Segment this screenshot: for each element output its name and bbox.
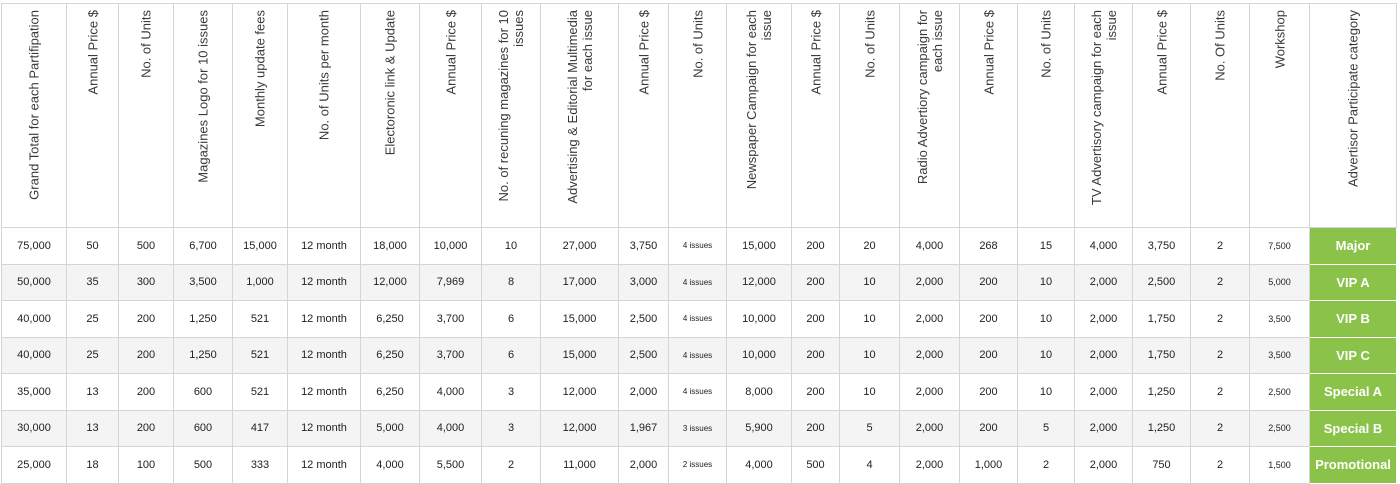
table-body	[2, 228, 1397, 484]
column-header-label: Annual Price $	[443, 10, 458, 95]
table-cell: 20	[840, 228, 900, 265]
table-cell: 200	[960, 264, 1018, 301]
table-cell: 2,500	[619, 337, 669, 374]
column-header	[1191, 4, 1250, 228]
table-row	[2, 264, 1397, 301]
category-badge: Special B	[1310, 410, 1397, 447]
table-cell: 2,500	[619, 301, 669, 338]
header-row	[2, 4, 1397, 228]
table-cell: 18	[67, 447, 119, 484]
column-header	[1133, 4, 1191, 228]
column-header	[619, 4, 669, 228]
table-cell: 3,500	[1250, 337, 1310, 374]
table-cell: 40,000	[2, 301, 67, 338]
table-cell: 200	[119, 301, 174, 338]
column-header	[840, 4, 900, 228]
table-cell: 521	[233, 337, 288, 374]
column-header-label: No. of Units	[1038, 10, 1054, 78]
table-cell: 200	[960, 301, 1018, 338]
category-badge: Major	[1310, 228, 1397, 265]
table-cell: 5,000	[361, 410, 420, 447]
category-badge: VIP A	[1310, 264, 1397, 301]
table-cell: 2,000	[900, 337, 960, 374]
table-cell: 200	[792, 410, 840, 447]
column-header-label: Electoronic link & Update	[382, 10, 398, 156]
table-cell: 500	[792, 447, 840, 484]
table-cell: 50	[67, 228, 119, 265]
table-cell: 4 issues	[669, 264, 727, 301]
table-cell: 10	[840, 301, 900, 338]
table-cell: 5,500	[420, 447, 482, 484]
table-cell: 12 month	[288, 337, 361, 374]
table-cell: 1,250	[1133, 410, 1191, 447]
pricing-table-container	[1, 3, 1397, 484]
column-header	[900, 4, 960, 228]
column-header	[67, 4, 119, 228]
table-cell: 2,500	[1250, 410, 1310, 447]
table-cell: 12 month	[288, 374, 361, 411]
column-header-label: Advertising & Editorial Multimedia for each issue	[564, 10, 595, 204]
column-header-label: Annual Price $	[981, 10, 996, 95]
pricing-table	[1, 3, 1397, 484]
table-cell: 2,000	[900, 264, 960, 301]
table-cell: 11,000	[541, 447, 619, 484]
table-cell: 4 issues	[669, 228, 727, 265]
table-cell: 2,000	[619, 447, 669, 484]
table-cell: 100	[119, 447, 174, 484]
table-cell: 27,000	[541, 228, 619, 265]
table-cell: 200	[792, 264, 840, 301]
column-header-label: Workshop	[1272, 10, 1287, 69]
table-cell: 333	[233, 447, 288, 484]
column-header	[1250, 4, 1310, 228]
table-cell: 7,969	[420, 264, 482, 301]
table-cell: 750	[1133, 447, 1191, 484]
table-cell: 1,000	[960, 447, 1018, 484]
table-cell: 1,250	[1133, 374, 1191, 411]
column-header-label: No. of Units per month	[316, 10, 332, 141]
table-cell: 6,700	[174, 228, 233, 265]
column-header	[1310, 4, 1397, 228]
table-cell: 200	[792, 374, 840, 411]
table-cell: 2	[1191, 228, 1250, 265]
table-cell: 10	[840, 374, 900, 411]
table-cell: 200	[792, 228, 840, 265]
table-cell: 12 month	[288, 447, 361, 484]
table-cell: 1,500	[1250, 447, 1310, 484]
table-row	[2, 337, 1397, 374]
table-cell: 2,000	[1075, 264, 1133, 301]
table-cell: 12,000	[361, 264, 420, 301]
table-cell: 2,000	[1075, 447, 1133, 484]
column-header-label: No. Of Units	[1212, 10, 1228, 81]
table-cell: 7,500	[1250, 228, 1310, 265]
table-cell: 6,250	[361, 374, 420, 411]
table-cell: 2,000	[1075, 337, 1133, 374]
column-header-label: Newspaper Campaign for each issue	[744, 10, 774, 190]
column-header-label: No. of Units	[690, 10, 705, 78]
table-cell: 2 issues	[669, 447, 727, 484]
table-cell: 10	[482, 228, 541, 265]
table-cell: 4 issues	[669, 301, 727, 338]
table-cell: 4	[840, 447, 900, 484]
table-cell: 5,900	[727, 410, 792, 447]
table-cell: 300	[119, 264, 174, 301]
table-cell: 268	[960, 228, 1018, 265]
column-header	[541, 4, 619, 228]
table-cell: 30,000	[2, 410, 67, 447]
column-header	[2, 4, 67, 228]
table-cell: 6,250	[361, 301, 420, 338]
table-cell: 15,000	[233, 228, 288, 265]
table-cell: 4,000	[727, 447, 792, 484]
table-cell: 200	[119, 337, 174, 374]
table-cell: 2	[1018, 447, 1075, 484]
table-cell: 13	[67, 410, 119, 447]
category-badge: Promotional	[1310, 447, 1397, 484]
table-cell: 200	[960, 410, 1018, 447]
table-cell: 12 month	[288, 301, 361, 338]
column-header-label: Monthly update fees	[252, 10, 268, 128]
table-cell: 10	[1018, 374, 1075, 411]
column-header	[482, 4, 541, 228]
table-cell: 4 issues	[669, 337, 727, 374]
table-cell: 4,000	[1075, 228, 1133, 265]
column-header	[420, 4, 482, 228]
table-cell: 12,000	[727, 264, 792, 301]
column-header-label: No. of recuning magazines for 10 issues	[496, 10, 526, 202]
table-cell: 5,000	[1250, 264, 1310, 301]
table-cell: 200	[960, 374, 1018, 411]
table-cell: 2,000	[900, 410, 960, 447]
column-header-label: No. of Units	[138, 10, 154, 78]
column-header	[960, 4, 1018, 228]
table-cell: 2,000	[1075, 410, 1133, 447]
table-cell: 12,000	[541, 410, 619, 447]
table-cell: 35,000	[2, 374, 67, 411]
table-cell: 521	[233, 301, 288, 338]
table-cell: 15,000	[727, 228, 792, 265]
table-cell: 2	[1191, 410, 1250, 447]
table-cell: 25,000	[2, 447, 67, 484]
table-cell: 6	[482, 337, 541, 374]
column-header-label: Radio Advertiory campaign for each issue	[914, 10, 945, 185]
table-cell: 2,000	[1075, 374, 1133, 411]
table-cell: 200	[792, 301, 840, 338]
table-cell: 10	[1018, 264, 1075, 301]
table-cell: 15,000	[541, 337, 619, 374]
table-row	[2, 228, 1397, 265]
table-cell: 2,000	[619, 374, 669, 411]
table-cell: 3,750	[619, 228, 669, 265]
column-header	[119, 4, 174, 228]
table-cell: 1,250	[174, 301, 233, 338]
table-cell: 4,000	[900, 228, 960, 265]
column-header	[361, 4, 420, 228]
table-cell: 10,000	[727, 337, 792, 374]
table-cell: 200	[960, 337, 1018, 374]
table-cell: 200	[792, 337, 840, 374]
table-cell: 500	[174, 447, 233, 484]
table-cell: 500	[119, 228, 174, 265]
category-badge: VIP B	[1310, 301, 1397, 338]
column-header	[174, 4, 233, 228]
table-cell: 2,500	[1250, 374, 1310, 411]
table-cell: 5	[840, 410, 900, 447]
table-cell: 10	[1018, 337, 1075, 374]
column-header	[727, 4, 792, 228]
table-cell: 10,000	[727, 301, 792, 338]
table-cell: 10	[840, 264, 900, 301]
column-header-label: Advertisor Participate category	[1345, 10, 1361, 188]
table-cell: 4 issues	[669, 374, 727, 411]
table-cell: 3	[482, 410, 541, 447]
table-cell: 5	[1018, 410, 1075, 447]
table-cell: 2	[482, 447, 541, 484]
table-cell: 3,750	[1133, 228, 1191, 265]
table-cell: 1,250	[174, 337, 233, 374]
column-header-label: Grand Total for each Partifipation	[26, 10, 42, 200]
table-cell: 8,000	[727, 374, 792, 411]
table-cell: 3,500	[1250, 301, 1310, 338]
table-cell: 2	[1191, 447, 1250, 484]
table-cell: 25	[67, 301, 119, 338]
column-header-label: TV Advertisory campaign for each issue	[1088, 10, 1119, 206]
table-cell: 8	[482, 264, 541, 301]
table-cell: 200	[119, 410, 174, 447]
table-cell: 2,000	[900, 374, 960, 411]
table-cell: 6,250	[361, 337, 420, 374]
table-cell: 1,750	[1133, 301, 1191, 338]
table-cell: 1,000	[233, 264, 288, 301]
table-cell: 10	[1018, 301, 1075, 338]
table-cell: 12 month	[288, 410, 361, 447]
table-cell: 3 issues	[669, 410, 727, 447]
table-cell: 2,500	[1133, 264, 1191, 301]
column-header	[669, 4, 727, 228]
table-cell: 4,000	[420, 410, 482, 447]
table-cell: 13	[67, 374, 119, 411]
table-cell: 2	[1191, 337, 1250, 374]
table-cell: 17,000	[541, 264, 619, 301]
table-cell: 2,000	[1075, 301, 1133, 338]
table-row	[2, 374, 1397, 411]
column-header-label: Annual Price $	[636, 10, 651, 95]
table-cell: 600	[174, 374, 233, 411]
category-badge: Special A	[1310, 374, 1397, 411]
column-header	[1075, 4, 1133, 228]
table-cell: 521	[233, 374, 288, 411]
table-cell: 35	[67, 264, 119, 301]
table-cell: 3,500	[174, 264, 233, 301]
table-cell: 6	[482, 301, 541, 338]
table-cell: 2	[1191, 301, 1250, 338]
table-cell: 1,750	[1133, 337, 1191, 374]
table-cell: 4,000	[420, 374, 482, 411]
table-row	[2, 301, 1397, 338]
table-cell: 75,000	[2, 228, 67, 265]
table-cell: 12 month	[288, 228, 361, 265]
table-cell: 600	[174, 410, 233, 447]
column-header	[1018, 4, 1075, 228]
table-cell: 10,000	[420, 228, 482, 265]
column-header	[233, 4, 288, 228]
column-header	[792, 4, 840, 228]
table-cell: 200	[119, 374, 174, 411]
table-cell: 15,000	[541, 301, 619, 338]
table-cell: 25	[67, 337, 119, 374]
table-cell: 417	[233, 410, 288, 447]
column-header-label: Magazines Logo for 10 issues	[195, 10, 211, 183]
table-cell: 10	[840, 337, 900, 374]
column-header	[288, 4, 361, 228]
table-cell: 18,000	[361, 228, 420, 265]
table-row	[2, 447, 1397, 484]
table-cell: 2	[1191, 264, 1250, 301]
column-header-label: Annual Price $	[1154, 10, 1169, 95]
category-badge: VIP C	[1310, 337, 1397, 374]
table-cell: 3	[482, 374, 541, 411]
table-cell: 1,967	[619, 410, 669, 447]
table-row	[2, 410, 1397, 447]
table-cell: 2,000	[900, 301, 960, 338]
table-cell: 3,700	[420, 301, 482, 338]
table-cell: 50,000	[2, 264, 67, 301]
table-cell: 15	[1018, 228, 1075, 265]
column-header-label: No. of Units	[862, 10, 877, 78]
table-cell: 3,000	[619, 264, 669, 301]
table-cell: 12 month	[288, 264, 361, 301]
table-cell: 12,000	[541, 374, 619, 411]
table-cell: 2	[1191, 374, 1250, 411]
column-header-label: Annual Price $	[808, 10, 823, 95]
table-cell: 40,000	[2, 337, 67, 374]
table-cell: 4,000	[361, 447, 420, 484]
table-cell: 2,000	[900, 447, 960, 484]
column-header-label: Annual Price $	[85, 10, 100, 95]
table-cell: 3,700	[420, 337, 482, 374]
